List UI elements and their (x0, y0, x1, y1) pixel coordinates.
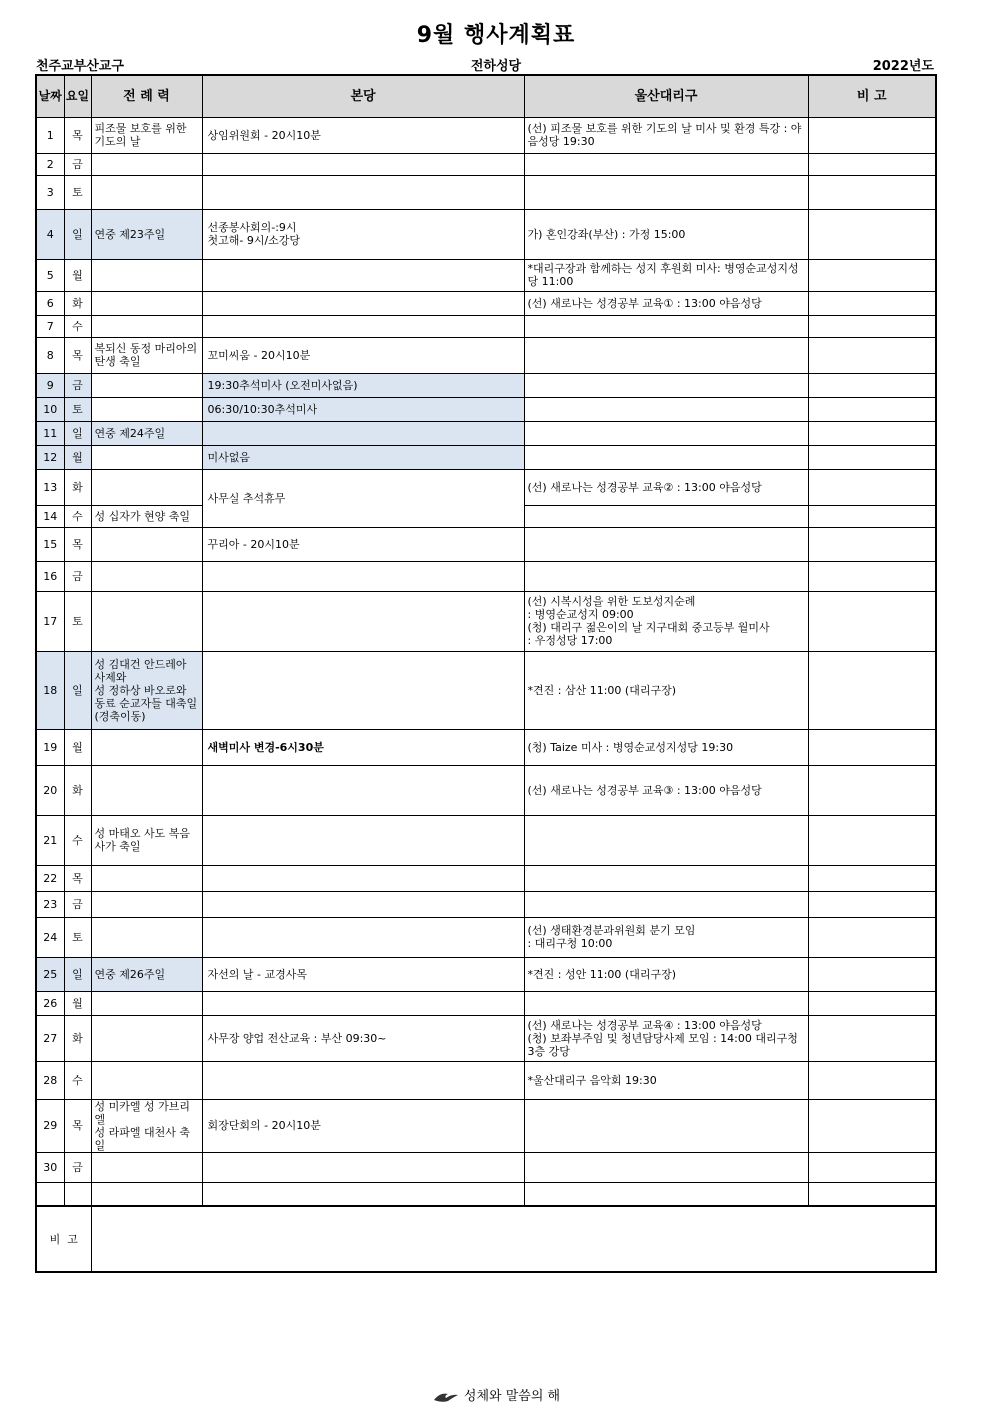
ulsan-cell: *견진 : 성안 11:00 (대리구장) (524, 957, 808, 991)
date-cell: 30 (36, 1152, 64, 1182)
day-cell: 일 (64, 209, 91, 259)
main-cell: 회장단회의 - 20시10분 (202, 1099, 524, 1152)
notes-cell (808, 315, 936, 337)
main-cell (202, 765, 524, 815)
ulsan-cell (524, 505, 808, 527)
date-cell: 8 (36, 337, 64, 373)
day-cell: 화 (64, 291, 91, 315)
empty-cell (524, 1182, 808, 1206)
main-cell (202, 1152, 524, 1182)
ulsan-cell: (선) 시복시성을 위한 도보성지순례 : 병영순교성지 09:00 (청) 대리구 젊은이의 날 지구대회 중고등부 월미사 : 우정성당 17:00 (524, 591, 808, 651)
ulsan-cell (524, 337, 808, 373)
date-cell: 26 (36, 991, 64, 1015)
liturgy-cell: 성 마태오 사도 복음사가 축일 (91, 815, 202, 865)
main-cell (202, 991, 524, 1015)
ulsan-cell (524, 561, 808, 591)
main-cell: 06:30/10:30추석미사 (202, 397, 524, 421)
ulsan-cell: (선) 새로나는 성경공부 교육② : 13:00 야음성당 (524, 469, 808, 505)
ulsan-cell (524, 175, 808, 209)
date-cell: 11 (36, 421, 64, 445)
table-row (36, 373, 936, 397)
ulsan-cell (524, 1099, 808, 1152)
day-cell: 금 (64, 561, 91, 591)
main-cell (202, 153, 524, 175)
table-row (36, 1015, 936, 1061)
col-notes-header: 비 고 (808, 75, 936, 117)
date-cell: 1 (36, 117, 64, 153)
main-cell (202, 421, 524, 445)
col-date-header: 날짜 (36, 75, 64, 117)
date-cell: 3 (36, 175, 64, 209)
table-row (36, 991, 936, 1015)
col-day-header: 요일 (64, 75, 91, 117)
ulsan-cell: *견진 : 삼산 11:00 (대리구장) (524, 651, 808, 729)
notes-cell (808, 917, 936, 957)
date-cell: 27 (36, 1015, 64, 1061)
main-cell (202, 175, 524, 209)
ulsan-cell (524, 815, 808, 865)
page-title: 9월 행사계획표 (416, 23, 576, 48)
notes-cell (808, 957, 936, 991)
liturgy-cell (91, 865, 202, 891)
table-row (36, 259, 936, 291)
liturgy-cell (91, 591, 202, 651)
table-row (36, 561, 936, 591)
liturgy-cell (91, 729, 202, 765)
ulsan-cell: 가) 혼인강좌(부산) : 가정 15:00 (524, 209, 808, 259)
ulsan-cell (524, 891, 808, 917)
notes-cell (808, 1015, 936, 1061)
table-row (36, 729, 936, 765)
ulsan-cell: *울산대리구 음악회 19:30 (524, 1061, 808, 1099)
date-cell: 15 (36, 527, 64, 561)
notes-cell (808, 1152, 936, 1182)
table-row (36, 421, 936, 445)
ulsan-cell: (선) 생태환경분과위원회 분기 모임 : 대리구청 10:00 (524, 917, 808, 957)
date-cell: 17 (36, 591, 64, 651)
liturgy-cell (91, 991, 202, 1015)
day-cell: 금 (64, 373, 91, 397)
day-cell: 월 (64, 445, 91, 469)
date-cell: 7 (36, 315, 64, 337)
col-liturgy-header: 전 례 력 (91, 75, 202, 117)
date-cell: 18 (36, 651, 64, 729)
liturgy-cell (91, 1015, 202, 1061)
main-cell (202, 865, 524, 891)
day-cell: 토 (64, 397, 91, 421)
liturgy-cell (91, 765, 202, 815)
dove-icon (432, 1390, 460, 1404)
notes-body (91, 1206, 936, 1272)
notes-cell (808, 445, 936, 469)
day-cell: 월 (64, 991, 91, 1015)
main-cell: 꾸리아 - 20시10분 (202, 527, 524, 561)
liturgy-cell: 연중 제24주일 (91, 421, 202, 445)
date-cell: 6 (36, 291, 64, 315)
year-label: 2022년도 (872, 59, 934, 74)
empty-cell (91, 1182, 202, 1206)
liturgy-cell (91, 291, 202, 315)
day-cell: 목 (64, 337, 91, 373)
date-cell: 21 (36, 815, 64, 865)
liturgy-cell (91, 891, 202, 917)
ulsan-cell (524, 527, 808, 561)
notes-cell (808, 651, 936, 729)
notes-cell (808, 815, 936, 865)
date-cell: 4 (36, 209, 64, 259)
day-cell: 토 (64, 917, 91, 957)
ulsan-cell (524, 315, 808, 337)
day-cell: 목 (64, 117, 91, 153)
main-cell (202, 315, 524, 337)
date-cell: 29 (36, 1099, 64, 1152)
table-row (36, 527, 936, 561)
table-row (36, 315, 936, 337)
table-row (36, 917, 936, 957)
ulsan-cell (524, 153, 808, 175)
ulsan-cell (524, 397, 808, 421)
day-cell: 금 (64, 153, 91, 175)
day-cell: 수 (64, 815, 91, 865)
date-cell: 12 (36, 445, 64, 469)
table-row (36, 651, 936, 729)
notes-cell (808, 729, 936, 765)
empty-cell (808, 1182, 936, 1206)
ulsan-cell: *대리구장과 함께하는 성지 후원회 미사: 병영순교성지성당 11:00 (524, 259, 808, 291)
ulsan-cell (524, 445, 808, 469)
empty-cell (36, 1182, 64, 1206)
footer (0, 1385, 992, 1404)
ulsan-cell: (선) 새로나는 성경공부 교육④ : 13:00 야음성당 (청) 보좌부주임 및 청년담당사제 모임 : 14:00 대리구청 3층 강당 (524, 1015, 808, 1061)
ulsan-cell (524, 373, 808, 397)
liturgy-cell: 피조물 보호를 위한 기도의 날 (91, 117, 202, 153)
liturgy-cell (91, 175, 202, 209)
table-row (36, 891, 936, 917)
liturgy-cell: 연중 제23주일 (91, 209, 202, 259)
ulsan-cell: (선) 피조물 보호를 위한 기도의 날 미사 및 환경 특강 : 야음성당 19:30 (524, 117, 808, 153)
date-cell: 5 (36, 259, 64, 291)
notes-cell (808, 1099, 936, 1152)
diocese-label: 천주교부산교구 (36, 59, 124, 74)
empty-cell (64, 1182, 91, 1206)
liturgy-cell (91, 445, 202, 469)
liturgy-cell: 복되신 동정 마리아의 탄생 축일 (91, 337, 202, 373)
day-cell: 수 (64, 1061, 91, 1099)
liturgy-cell: 연중 제26주일 (91, 957, 202, 991)
date-cell: 10 (36, 397, 64, 421)
table-row (36, 815, 936, 865)
main-cell (202, 1061, 524, 1099)
empty-row (36, 1182, 936, 1206)
notes-cell (808, 469, 936, 505)
table-row (36, 291, 936, 315)
main-cell: 자선의 날 - 교경사목 (202, 957, 524, 991)
notes-cell (808, 397, 936, 421)
col-ulsan-header: 울산대리구 (524, 75, 808, 117)
liturgy-cell (91, 153, 202, 175)
ulsan-cell: (선) 새로나는 성경공부 교육③ : 13:00 야음성당 (524, 765, 808, 815)
main-cell (202, 651, 524, 729)
table-header-row (36, 75, 936, 117)
liturgy-cell (91, 1061, 202, 1099)
liturgy-cell (91, 917, 202, 957)
main-cell: 19:30추석미사 (오전미사없음) (202, 373, 524, 397)
table-row (36, 865, 936, 891)
main-cell (202, 561, 524, 591)
liturgy-cell: 성 십자가 현양 축일 (91, 505, 202, 527)
table-row (36, 153, 936, 175)
ulsan-cell (524, 865, 808, 891)
date-cell: 9 (36, 373, 64, 397)
liturgy-cell: 성 김대건 안드레아 사제와 성 정하상 바오로와 동료 순교자들 대축일 (경축이동) (91, 651, 202, 729)
liturgy-cell (91, 259, 202, 291)
notes-cell (808, 765, 936, 815)
day-cell: 일 (64, 957, 91, 991)
schedule-table (35, 74, 937, 1273)
main-cell (202, 891, 524, 917)
day-cell: 금 (64, 1152, 91, 1182)
notes-cell (808, 527, 936, 561)
day-cell: 목 (64, 865, 91, 891)
notes-cell (808, 591, 936, 651)
main-cell (202, 815, 524, 865)
date-cell: 19 (36, 729, 64, 765)
liturgy-cell: 성 미카엘 성 가브리엘 성 라파엘 대천사 축일 (91, 1099, 202, 1152)
day-cell: 금 (64, 891, 91, 917)
date-cell: 14 (36, 505, 64, 527)
day-cell: 화 (64, 765, 91, 815)
main-cell (202, 291, 524, 315)
table-row (36, 1099, 936, 1152)
notes-cell (808, 337, 936, 373)
liturgy-cell (91, 469, 202, 505)
table-row (36, 209, 936, 259)
date-cell: 23 (36, 891, 64, 917)
table-row (36, 957, 936, 991)
notes-cell (808, 209, 936, 259)
date-cell: 24 (36, 917, 64, 957)
main-cell: 사무장 양업 전산교육 : 부산 09:30~ (202, 1015, 524, 1061)
main-cell: 꼬미씨움 - 20시10분 (202, 337, 524, 373)
day-cell: 일 (64, 651, 91, 729)
liturgy-cell (91, 1152, 202, 1182)
notes-cell (808, 421, 936, 445)
notes-row (36, 1206, 936, 1272)
ulsan-cell: (청) Taize 미사 : 병영순교성지성당 19:30 (524, 729, 808, 765)
notes-cell (808, 991, 936, 1015)
day-cell: 토 (64, 175, 91, 209)
liturgy-cell (91, 561, 202, 591)
notes-cell (808, 291, 936, 315)
table-row (36, 175, 936, 209)
day-cell: 월 (64, 259, 91, 291)
day-cell: 화 (64, 469, 91, 505)
footer-text: 성체와 말씀의 해 (463, 1389, 561, 1404)
notes-cell (808, 505, 936, 527)
liturgy-cell (91, 397, 202, 421)
day-cell: 일 (64, 421, 91, 445)
day-cell: 목 (64, 1099, 91, 1152)
notes-cell (808, 1061, 936, 1099)
table-row (36, 445, 936, 469)
notes-cell (808, 561, 936, 591)
date-cell: 22 (36, 865, 64, 891)
notes-cell (808, 153, 936, 175)
notes-cell (808, 259, 936, 291)
table-row (36, 1152, 936, 1182)
parish-label: 전하성당 (470, 59, 522, 74)
day-cell: 월 (64, 729, 91, 765)
notes-cell (808, 175, 936, 209)
day-cell: 토 (64, 591, 91, 651)
day-cell: 수 (64, 505, 91, 527)
notes-cell (808, 117, 936, 153)
notes-cell (808, 865, 936, 891)
table-row (36, 765, 936, 815)
day-cell: 수 (64, 315, 91, 337)
ulsan-cell (524, 421, 808, 445)
col-main-header: 본당 (202, 75, 524, 117)
main-cell (202, 591, 524, 651)
day-cell: 화 (64, 1015, 91, 1061)
liturgy-cell (91, 315, 202, 337)
date-cell: 2 (36, 153, 64, 175)
day-cell: 목 (64, 527, 91, 561)
main-cell (202, 917, 524, 957)
table-row (36, 469, 936, 505)
empty-cell (202, 1182, 524, 1206)
liturgy-cell (91, 373, 202, 397)
date-cell: 13 (36, 469, 64, 505)
main-cell: 상임위원회 - 20시10분 (202, 117, 524, 153)
date-cell: 28 (36, 1061, 64, 1099)
ulsan-cell: (선) 새로나는 성경공부 교육① : 13:00 야음성당 (524, 291, 808, 315)
date-cell: 25 (36, 957, 64, 991)
ulsan-cell (524, 991, 808, 1015)
table-row (36, 337, 936, 373)
table-row (36, 591, 936, 651)
date-cell: 20 (36, 765, 64, 815)
table-row (36, 397, 936, 421)
ulsan-cell (524, 1152, 808, 1182)
main-cell (202, 259, 524, 291)
table-row (36, 117, 936, 153)
date-cell: 16 (36, 561, 64, 591)
main-cell: 미사없음 (202, 445, 524, 469)
notes-cell (808, 373, 936, 397)
liturgy-cell (91, 527, 202, 561)
main-cell: 선종봉사회의-:9시 첫고해- 9시/소강당 (202, 209, 524, 259)
notes-cell (808, 891, 936, 917)
table-row (36, 1061, 936, 1099)
main-cell: 새벽미사 변경-6시30분 (202, 729, 524, 765)
main-cell: 사무실 추석휴무 (202, 469, 524, 527)
notes-label: 비 고 (36, 1206, 91, 1272)
